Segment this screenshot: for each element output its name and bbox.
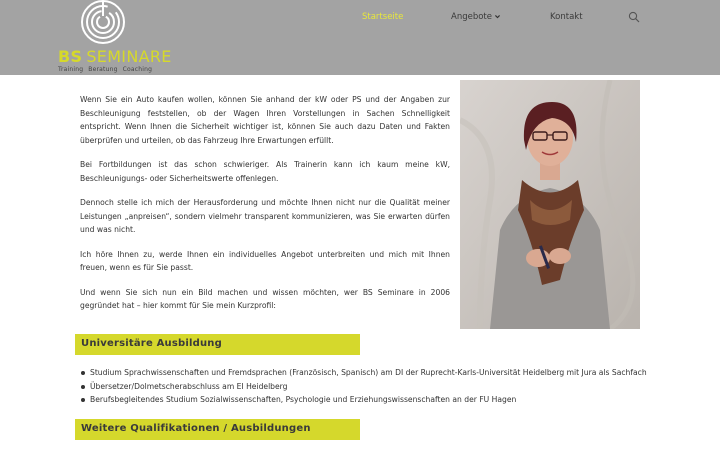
- intro-text: [80, 93, 450, 324]
- nav-item-startseite[interactable]: Startseite: [362, 12, 404, 22]
- intro-paragraph: Ich höre Ihnen zu, werde Ihnen ein individuelles Angebot unterbreiten und mich mit Ihnen freuen, wenn es für Sie passt.: [80, 249, 450, 272]
- nav-item-angebote[interactable]: [451, 12, 501, 22]
- section-heading-text: Universitäre Ausbildung: [81, 338, 222, 349]
- trainer-portrait-photo: [460, 80, 640, 329]
- brand-seminare: SEMINARE: [86, 47, 172, 66]
- brand-taglines: [58, 66, 157, 73]
- chevron-down-icon: [494, 13, 501, 20]
- nav-item-kontakt[interactable]: Kontakt: [550, 12, 583, 22]
- intro-paragraph: Dennoch stelle ich mich der Herausforderung und möchte Ihnen nicht nur die Qualität meiner Leistungen „anpreisen“, sondern vielmehr transparent kommunizieren, was Sie erwarten dürfen und was nicht.: [80, 198, 450, 234]
- brand-name: [58, 47, 172, 66]
- main-nav: [0, 12, 720, 26]
- nav-item-angebote-label: Angebote: [451, 12, 492, 22]
- list-item: Berufsbegleitendes Studium Sozialwissenschaften, Psychologie und Erziehungswissenschaften an der FU Hagen: [80, 393, 650, 407]
- list-item: Studium Sprachwissenschaften und Fremdsprachen (Französisch, Spanisch) am DI der Ruprecht-Karls-Universität Heidelberg mit Jura als Sachfach: [80, 366, 650, 380]
- tagline-beratung: Beratung: [88, 66, 118, 73]
- section-heading-universitaere-ausbildung: [75, 334, 360, 355]
- brand-bs: BS: [58, 47, 83, 66]
- section-heading-text: Weitere Qualifikationen / Ausbildungen: [81, 423, 311, 434]
- search-icon[interactable]: [628, 11, 640, 23]
- site-header: [0, 0, 720, 75]
- section-heading-weitere-qualifikationen: [75, 419, 360, 440]
- intro-paragraph: Und wenn Sie sich nun ein Bild machen und wissen möchten, wer BS Seminare in 2006 gegründet hat – hier kommt für Sie mein Kurzprofil:: [80, 287, 450, 310]
- list-item: Übersetzer/Dolmetscherabschluss am EI Heidelberg: [80, 380, 650, 394]
- intro-paragraph: Bei Fortbildungen ist das schon schwieriger. Als Trainerin kann ich kaum meine kW, Beschleunigungs- oder Sicherheitswerte offenlegen.: [80, 160, 450, 183]
- tagline-coaching: Coaching: [122, 66, 153, 73]
- intro-paragraph: Wenn Sie ein Auto kaufen wollen, können Sie anhand der kW oder PS und der Angaben zur Beschleunigung feststellen, ob der Wagen Ihren Vorstellungen in Sachen Schnelligkeit entspricht. Wenn Ihnen die Sicherheit wichtiger ist, können Sie auch dazu Daten und Fakten überprüfen und urteilen, ob das Fahrzeug Ihre Erwartungen erfüllt.: [80, 95, 450, 145]
- tagline-training: Training: [58, 66, 84, 73]
- education-list: [80, 366, 650, 407]
- portrait-illustration: [460, 80, 640, 329]
